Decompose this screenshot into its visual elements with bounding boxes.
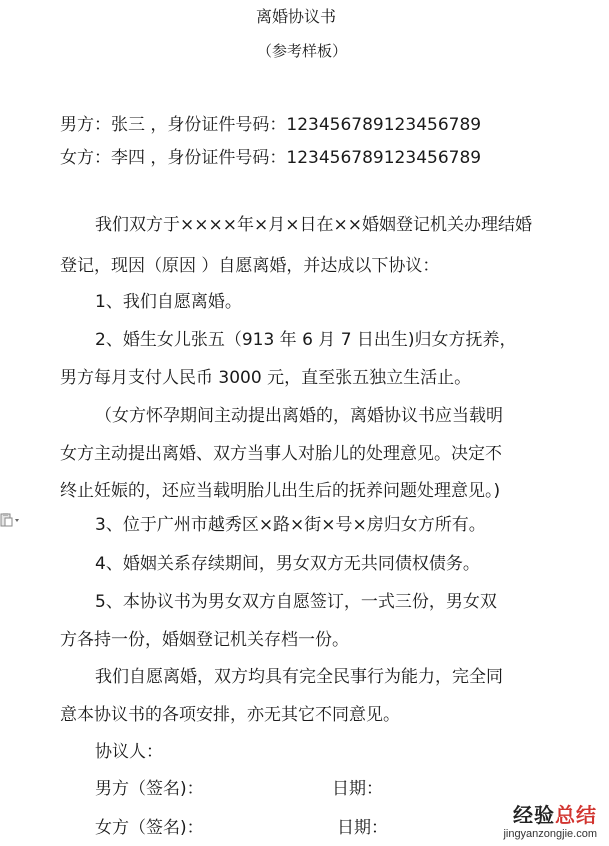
note-line: （女方怀孕期间主动提出离婚的，离婚协议书应当载明	[95, 406, 503, 426]
watermark-logo	[503, 799, 597, 828]
clause-3: 3、位于广州市越秀区×路×街×号×房归女方所有。	[95, 515, 486, 535]
body-line: 方各持一份，婚姻登记机关存档一份。	[60, 630, 349, 650]
female-party-line: 女方：李四 ，身份证件号码：123456789123456789	[60, 148, 482, 168]
closing-line: 我们自愿离婚，双方均具有完全民事行为能力，完全同	[95, 667, 503, 687]
clause-2: 2、婚生女儿张五（913 年 6 月 7 日出生)归女方抚养，	[95, 330, 517, 350]
document-title: 离婚协议书	[256, 7, 337, 26]
male-date-label: 日期：	[332, 779, 383, 799]
watermark-text-black: 经验	[513, 803, 555, 827]
female-date-label: 日期：	[337, 818, 388, 838]
body-line: 男方每月支付人民币 3000 元，直至张五独立生活止。	[60, 368, 472, 388]
document-subtitle: （参考样板）	[257, 42, 348, 60]
male-party-line: 男方：张三 ，身份证件号码：123456789123456789	[60, 115, 482, 135]
note-line: 终止妊娠的，还应当载明胎儿出生后的抚养问题处理意见。)	[60, 481, 501, 501]
note-line: 女方主动提出离婚、双方当事人对胎儿的处理意见。决定不	[60, 444, 502, 464]
signature-heading: 协议人：	[95, 742, 163, 762]
closing-line: 意本协议书的各项安排，亦无其它不同意见。	[60, 705, 400, 725]
female-signature-label: 女方（签名)：	[95, 818, 204, 838]
clause-1: 1、我们自愿离婚。	[95, 292, 242, 312]
body-line: 我们双方于××××年×月×日在××婚姻登记机关办理结婚	[95, 215, 532, 235]
male-signature-label: 男方（签名)：	[95, 779, 204, 799]
body-line: 登记，现因（原因 ）自愿离婚，并达成以下协议：	[60, 256, 440, 276]
watermark-text-red: 总结	[555, 803, 597, 827]
clause-4: 4、婚姻关系存续期间，男女双方无共同债权债务。	[95, 554, 480, 574]
clause-5: 5、本协议书为男女双方自愿签订，一式三份，男女双	[95, 592, 497, 612]
paste-options-icon[interactable]	[0, 512, 22, 528]
watermark-url: jingyanzongjie.com	[503, 828, 597, 840]
site-watermark	[503, 799, 597, 840]
